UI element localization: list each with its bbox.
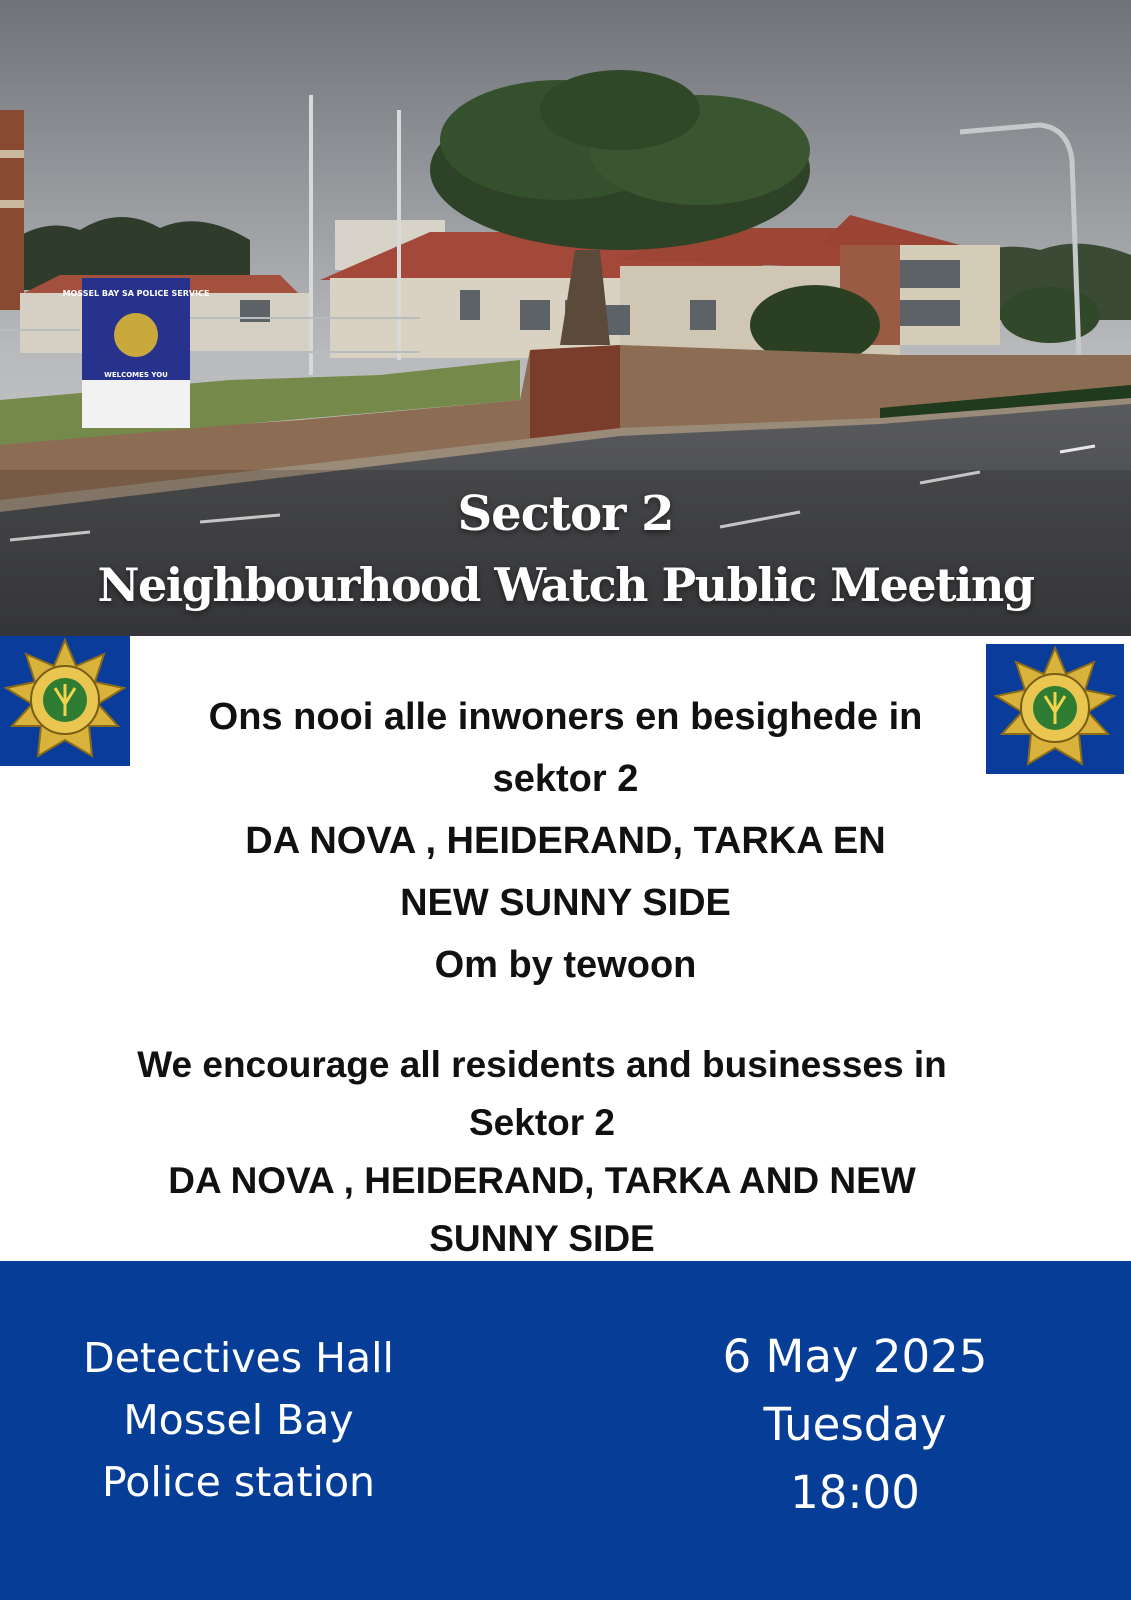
english-invitation — [0, 1036, 1084, 1268]
en-line-4: SUNNY SIDE — [429, 1218, 655, 1259]
event-day: Tuesday — [763, 1398, 947, 1451]
venue — [60, 1327, 417, 1513]
en-line-2: Sektor 2 — [468, 1102, 615, 1143]
en-line-1: We encourage all residents and businesses in — [137, 1044, 947, 1085]
af-line-3: DA NOVA , HEIDERAND, TARKA EN — [245, 820, 886, 862]
af-line-1: Ons nooi alle inwoners en besighede in — [208, 696, 923, 738]
hero-title-line-1: Sector 2 — [457, 486, 674, 542]
hero-title-line-2: Neighbourhood Watch Public Meeting — [97, 558, 1034, 612]
afrikaans-invitation — [0, 686, 1131, 996]
venue-line-3: Police station — [101, 1458, 376, 1506]
en-line-3: DA NOVA , HEIDERAND, TARKA AND NEW — [168, 1160, 916, 1201]
venue-line-2: Mossel Bay — [123, 1396, 354, 1444]
hero-photo — [0, 0, 1131, 636]
sign-line-2: WELCOMES YOU — [104, 371, 168, 379]
date-time — [680, 1323, 1030, 1527]
af-line-4: NEW SUNNY SIDE — [400, 882, 731, 924]
af-line-2: sektor 2 — [492, 758, 639, 800]
sign-line-1: MOSSEL BAY SA POLICE SERVICE — [62, 289, 210, 298]
af-line-5: Om by tewoon — [434, 944, 697, 986]
event-details-footer — [0, 1261, 1131, 1600]
event-date: 6 May 2025 — [722, 1330, 988, 1383]
event-time: 18:00 — [790, 1466, 920, 1519]
venue-line-1: Detectives Hall — [83, 1334, 394, 1382]
